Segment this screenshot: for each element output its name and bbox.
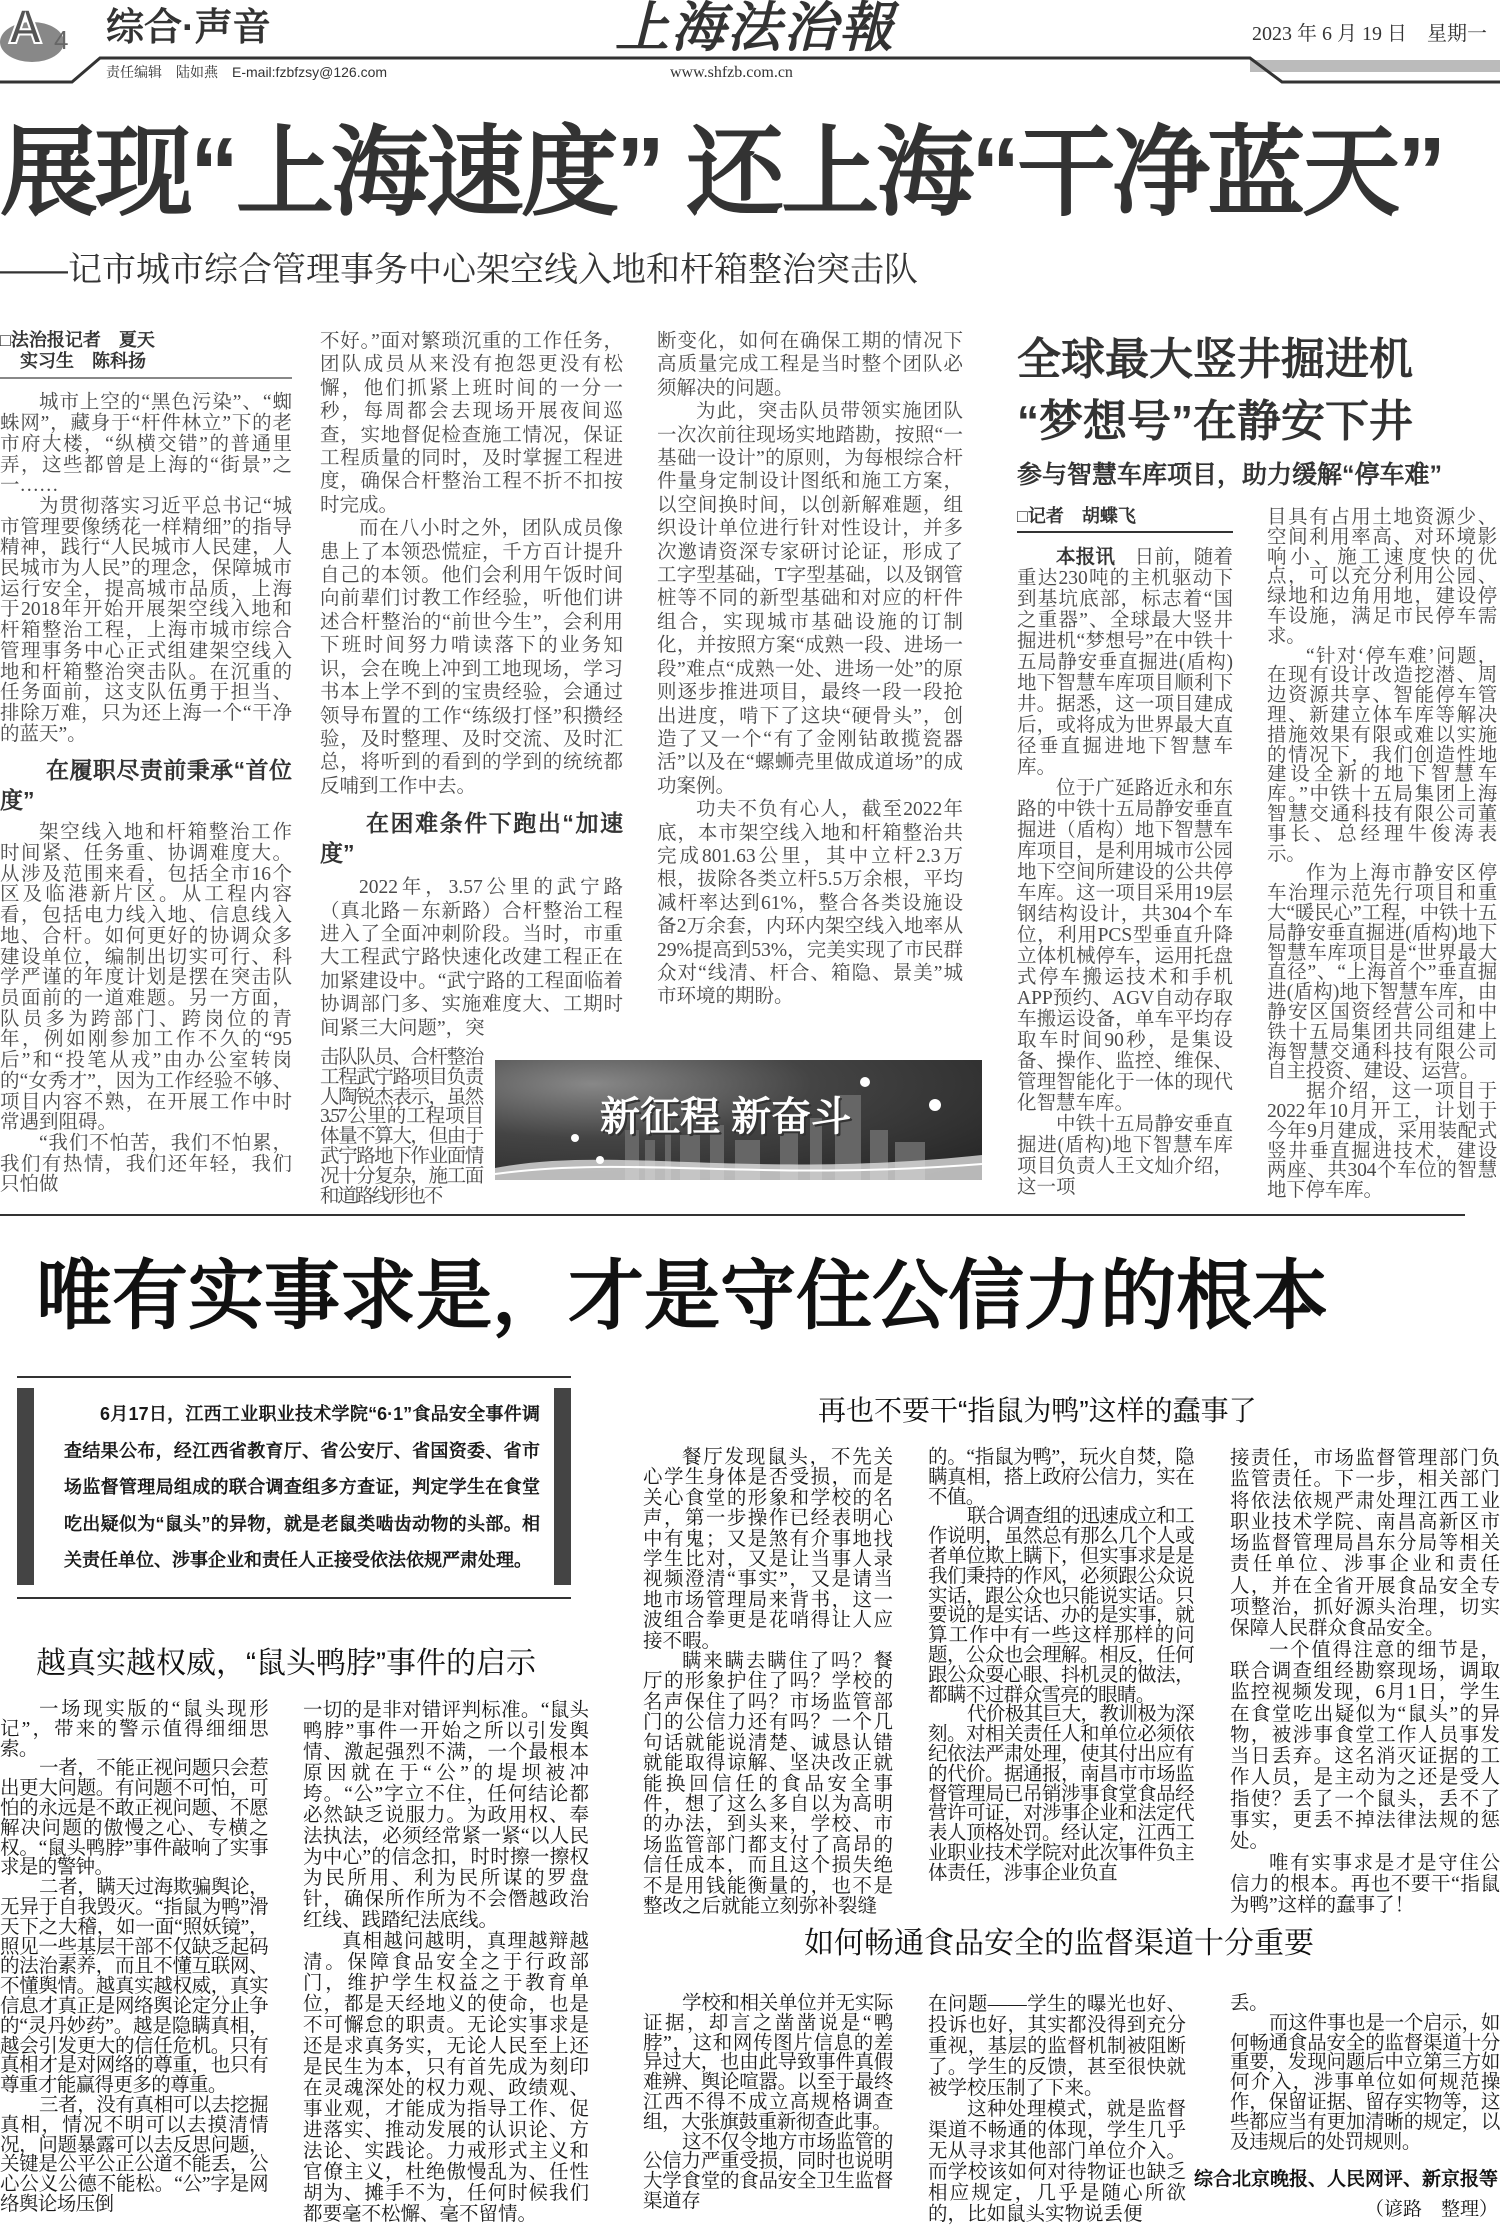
byline-rule bbox=[0, 377, 292, 379]
paragraph: 代价极其巨大，教训极为深刻。对相关责任人和单位必须依纪依法严肃处理，使其付出应有的代价。据通报，南昌市市场监督管理局已吊销涉事食堂食品经营许可证，对涉事企业和法定代表人顶格处罚。经认定，江西工业职业技术学院对此次事件负主体责任，涉事企业负直 bbox=[928, 1704, 1194, 1884]
paragraph: 的。“指鼠为鸭”，玩火自焚，隐瞒真相，搭上政府公信力，实在不值。 bbox=[928, 1447, 1194, 1508]
paragraph: “针对‘停车难’问题，在现有设计改造挖潜、周边资源共享、智能停车管理、新建立体车库等解决措施效果有限或难以实施的情况下，我们创造性地建设全新的地下智慧车库。”中铁十五局集团上海智慧交通科技有限公司董事长、总经理牛俊涛表示。 bbox=[1267, 645, 1497, 865]
paragraph: 一个值得注意的细节是，联合调查组经勘察现场，调取监控视频发现，6月1日，学生在食堂吃出疑似为“鼠头”的异物，被涉事食堂工作人员事发当日丢弃。这名消灭证据的工作人员，是主动为之还是受人指使？丢了一个鼠头，丢不了事实，更丢不掉法律法规的惩处。 bbox=[1230, 1639, 1500, 1853]
banner-slogan: 新征程 新奋斗 bbox=[600, 1095, 852, 1139]
paragraph: 而这件事也是一个启示，如何畅通食品安全的监督渠道十分重要，发现问题后中立第三方如何介入，涉事单位如何规范操作，保留证据、留存实物等，这些都应当有更加清晰的规定，以及违规后的处罚规则。 bbox=[1230, 2012, 1500, 2153]
paragraph: “我们不怕苦，我们不怕累，我们有热情，我们还年轻，我们只怕做 bbox=[0, 1132, 292, 1196]
byline-intern: 实习生 陈科扬 bbox=[20, 350, 146, 371]
right-column-1 bbox=[1017, 506, 1233, 1198]
issue-date: 2023 年 6 月 19 日 星期一 bbox=[1252, 23, 1487, 45]
paragraph: 一切的是非对错评判标准。“鼠头鸭脖”事件一开始之所以引发舆情、激起强烈不满，一个最根本原因就在于“公”的堤坝被冲垮。“公”字立不住，任何结论都必然缺乏说服力。为政用权、奉法执法，必须经常紧一紧“以人民为中心”的信念扣，时时擦一擦权为民所用、利为民所谋的罗盘针，确保所作所为不会僭越政治红线、践踏纪法底线。 bbox=[303, 1700, 589, 1931]
paragraph: 三者，没有真相可以去挖掘真相，情况不明可以去摸清情况，问题暴露可以去反思问题，关键是公平公正公道不能丢，公心公义公德不能松。“公”字是网络舆论场压倒 bbox=[0, 2094, 268, 2215]
right-column-2 bbox=[1267, 508, 1497, 1201]
paragraph: 唯有实事求是才是守住公信力的根本。再也不要干“指鼠为鸭”这样的蠢事了！ bbox=[1230, 1852, 1500, 1917]
masthead-logo: 上海法治報 bbox=[615, 0, 895, 58]
paragraph: 联合调查组的迅速成立和工作说明，虽然总有那么几个人或者单位欺上瞒下，但实事求是是我们秉持的作风，必须跟公众说实话，跟公众也只能说实话。只要说的是实话、办的是实事，就算工作中有一些这样那样的问题，公众也会理解。相反，任何跟公众耍心眼、抖机灵的做法，都瞒不过群众雪亮的眼睛。 bbox=[928, 1506, 1194, 1706]
lower-column-2 bbox=[928, 1994, 1186, 2225]
paragraph: 这种处理模式，就是监督渠道不畅通的体现，学生几乎无从寻求其他部门单位介入。而学校该如何对待物证也缺乏相应规定，几乎是随心所欲的，比如鼠头实物说丢便 bbox=[928, 2099, 1186, 2225]
paragraph: 在问题——学生的曝光也好、投诉也好，其实都没得到充分重视，基层的监督机制被阻断了。学生的反馈，甚至很快就被学校压制了下来。 bbox=[928, 1994, 1186, 2099]
paragraph: 学校和相关单位并无实际证据，却言之凿凿说是“鸭脖”，这和网传图片信息的差异过大，也由此导致事件真假难辨、舆论喧嚣。以至于最终江西不得不成立高规格调查组，大张旗鼓重新彻查此事。 bbox=[643, 1993, 893, 2133]
right-headline-line1: 全球最大竖井掘进机 bbox=[1017, 335, 1413, 384]
left-article-title: 越真实越权威，“鼠头鸭脖”事件的启示 bbox=[36, 1647, 536, 1680]
paragraph: 丢。 bbox=[1230, 1993, 1269, 2014]
website-url: www.shfzb.com.cn bbox=[670, 64, 793, 81]
main-headline: 展现“上海速度” 还上海“干净蓝天” bbox=[0, 117, 1444, 227]
top-column-2-narrow bbox=[320, 1048, 482, 1206]
paragraph: 餐厅发现鼠头，不先关心学生身体是否受损，而是关心食堂的形象和学校的名声，第一步操作已经表明心中有鬼；又是煞有介事地找学生比对，又是让当事人录视频澄清“事实”，又是请当地市场管理局来背书，这一波组合拳更是花哨得让人应接不暇。 bbox=[643, 1447, 893, 1652]
lower-column-1 bbox=[643, 1994, 893, 2212]
compiler-credit: （谚路 整理） bbox=[1364, 2199, 1498, 2220]
main-subtitle: ——记市城市综合管理事务中心架空线入地和杆箱整治突击队 bbox=[0, 251, 918, 289]
middle-article-title: 再也不要干“指鼠为鸭”这样的蠢事了 bbox=[818, 1395, 1257, 1426]
paragraph: 而在八小时之外，团队成员像患上了本领恐慌症，千方百计提升自己的本领。他们会利用午饭时间向前辈们讨教工作经验，听他们讲述合杆整治的“前世今生”，会利用下班时间努力啃读落下的业务知识，会在晚上冲到工地现场，学习书本上学不到的宝贵经验，会通过领导布置的工作“练级打怪”积攒经验，及时整理、及时交流、及时汇总，将听到的看到的学到的统统都反哺到工作中去。 bbox=[320, 518, 623, 797]
summary-text: 6月17日，江西工业职业技术学院“6·1”食品安全事件调查结果公布，经江西省教育厅、省公安厅、省国资委、省市场监督管理局组成的联合调查组多方查证，判定学生在食堂吃出疑似为“鼠头”的异物，就是老鼠类啮齿动物的头部。相关责任单位、涉事企业和责任人正接受依法依规严肃处理。 bbox=[64, 1404, 540, 1570]
paragraph: 接责任，市场监督管理部门负监管责任。下一步，相关部门将依法依规严肃处理江西工业职业技术学院、南昌高新区市场监督管理局昌东分局等相关责任单位、涉事企业和责任人，并在全省开展食品安全专项整治，抓好源头治理，切实保障人民群众食品安全。 bbox=[1230, 1448, 1500, 1640]
page-letter: A bbox=[8, 1, 43, 54]
header-rule bbox=[0, 0, 1500, 90]
paragraph: 为此，突击队员带领实施团队一次次前往现场实地踏勘，按照“一基础一设计”的原则，为每根综合杆件量身定制设计图纸和施工方案，以空间换时间，以创新解难题，组织设计单位进行针对性设计，并多次邀请资深专家研讨论证，形成了工字型基础，T字型基础，以及钢管桩等不同的新型基础和对应的杆件组合，实现城市基础设施的订制化，并按照方案“成熟一段、进场一段”难点“成熟一处、进场一处”的原则逐步推进项目，最终一段一段抢出进度，啃下了这块“硬骨头”，创造了又一个“有了金刚钻敢揽瓷器活”以及在“螺蛳壳里做成道场”的成功案例。 bbox=[657, 401, 963, 797]
paragraph: 一者，不能正视问题只会惹出更大问题。有问题不可怕，可怕的永远是不敢正视问题、不愿解决问题的傲慢之心、专横之权。“鼠头鸭脖”事件敲响了实事求是的警钟。 bbox=[0, 1758, 268, 1879]
summary-box bbox=[17, 1388, 571, 1585]
new-journey-banner-image bbox=[495, 1060, 982, 1180]
section-title: 综合·声音 bbox=[106, 7, 271, 49]
byline-reporter: □法治报记者 夏天 bbox=[0, 330, 155, 350]
right-subtitle: 参与智慧车库项目，助力缓解“停车难” bbox=[1017, 461, 1443, 489]
section-divider bbox=[0, 1214, 1465, 1216]
paragraph: 作为上海市静安区停车治理示范先行项目和重大“暖民心”工程，中铁十五局静安垂直掘进(盾构)地下智慧车库项目是“世界最大直径”、“上海首个”垂直掘进(盾构)地下智慧车库，由静安区国资经营公司和中铁十五局集团共同组建上海智慧交通科技有限公司自主投资、建设、运营。 bbox=[1267, 863, 1497, 1083]
paragraph: 击队队员、合杆整治工程武宁路项目负责人陶锐杰表示，虽然3.57公里的工程项目体量不算大，但由于武宁路地下作业面情况十分复杂，施工面和道路线形也不 bbox=[320, 1047, 482, 1207]
paragraph: 不好。”面对繁琐沉重的工作任务，团队成员从来没有抱怨更没有松懈，他们抓紧上班时间的一分一秒，每周都会去现场开展夜间巡查，实地督促检查施工情况，保证工程质量的同时，及时掌握工程进度，确保合杆整治工程不折不扣按时完成。 bbox=[320, 331, 623, 516]
right-headline-line2: “梦想号”在静安下井 bbox=[1017, 397, 1413, 446]
paragraph: 为贯彻落实习近平总书记“城市管理要像绣花一样精细”的指导精神，践行“人民城市人民建，人民城市为人民”的理念，保障城市运行安全，提高城市品质，上海于2018年开始开展架空线入地和杆箱整治工程，上海市城市综合管理事务中心正式组建架空线入地和杆箱整治突击队。在沉重的任务面前，这支队伍勇于担当、排除万难，只为还上海一个“干净的蓝天”。 bbox=[0, 495, 292, 745]
top-column-1 bbox=[0, 330, 292, 1196]
lower-column-3 bbox=[1230, 1994, 1500, 2152]
box-bottom-rule bbox=[17, 1597, 571, 1599]
left-column-b bbox=[303, 1700, 589, 2225]
paragraph: 位于广延路近永和东路的中铁十五局静安垂直掘进（盾构）地下智慧车库项目，是利用城市公园地下空间所建设的公共停车库。这一项目采用19层钢结构设计，共304个车位，利用PCS型垂直升降立体机械停车，运用托盘式停车搬运技术和手机APP预约、AGV自动存取车搬运设备，单车平均存取车时间90秒，是集设备、操作、监控、维保、管理智能化于一体的现代化智慧车库。 bbox=[1017, 778, 1233, 1114]
paragraph: 2022年，3.57公里的武宁路（真北路－东新路）合杆整治工程进入了全面冲刺阶段。当时，市重大工程武宁路快速化改建工程正在加紧建设中。“武宁路的工程面临着协调部门多、实施难度大、工期时间紧三大问题”，突 bbox=[320, 877, 623, 1039]
lead-label: 本报讯 bbox=[1056, 546, 1116, 568]
paragraph-text: 日前，随着重达230吨的主机驱动下到基坑底部，标志着“国之重器”、全球最大竖井掘进机“梦想号”在中铁十五局静安垂直掘进(盾构)地下智慧车库项目顺利下井。据悉，这一项目建成后，或将成为世界最大直径垂直掘进地下智慧车库。 bbox=[1017, 547, 1233, 778]
subhead: 在困难条件下跑出“加速度” bbox=[320, 810, 623, 867]
paragraph: 据介绍，这一项目于2022年10月开工，计划于今年9月建成，采用装配式竖井垂直掘进技术，建设两座、共304个车位的智慧地下停车库。 bbox=[1267, 1081, 1497, 1202]
lower-article-title: 如何畅通食品安全的监督渠道十分重要 bbox=[804, 1927, 1314, 1960]
subhead: 在履职尽责前秉承“首位度” bbox=[0, 757, 292, 814]
right-byline: □记者 胡蝶飞 bbox=[1017, 506, 1136, 526]
paragraph: 中铁十五局静安垂直掘进(盾构)地下智慧车库项目负责人王文灿介绍，这一项 bbox=[1017, 1114, 1233, 1198]
paragraph: 二者，瞒天过海欺骗舆论，无异于自我毁灭。“指鼠为鸭”滑天下之大稽，如一面“照妖镜”，照见一些基层干部不仅缺乏起码的法治素养，而且不懂互联网、不懂舆情。越真实越权威，真实信息才真正是网络舆论定分止争的“灵丹妙药”。越是隐瞒真相，越会引发更大的信任危机。只有真相才是对网络的尊重，也只有尊重才能赢得更多的尊重。 bbox=[0, 1877, 268, 2097]
paragraph: 真相越问越明，真理越辩越清。保障食品安全之于行政部门，维护学生权益之于教育单位，都是天经地义的使命，也是不可懈怠的职责。无论实事求是还是求真务实，无论人民至上还是民生为本，只有首先成为刻印在灵魂深处的权力观、政绩观、事业观，才能成为指导工作、促进落实、推动发展的认识论、方法论、实践论。力戒形式主义和官僚主义，杜绝傲慢乱为、任性胡为、摊手不为，任何时候我们都要毫不松懈、毫不留情。 bbox=[303, 1931, 589, 2225]
paragraph: 功夫不负有心人，截至2022年底，本市架空线入地和杆箱整治共完成801.63公里，其中立杆2.3万根，拔除各类立杆5.5万余根，平均减杆率达到61%，整合各类设施设备2万余套，内环内架空线入地率从29%提高到53%，完美实现了市民群众对“线清、杆合、箱隐、景美”城市环境的期盼。 bbox=[657, 799, 963, 1008]
paragraph: 这不仅令地方市场监管的公信力严重受损，同时也说明大学食堂的食品安全卫生监督渠道存 bbox=[643, 2131, 893, 2212]
bottom-headline: 唯有实事求是，才是守住公信力的根本 bbox=[36, 1254, 1328, 1339]
editor-line: 责任编辑 陆如燕 E-mail:fzbfzsy@126.com bbox=[106, 64, 388, 80]
middle-column-2 bbox=[928, 1448, 1194, 1884]
box-top-rule bbox=[17, 1376, 571, 1378]
page-number: 4 bbox=[54, 25, 69, 55]
source-credit: 综合北京晚报、人民网评、新京报等 bbox=[1190, 2168, 1498, 2192]
paragraph: 断变化，如何在确保工期的情况下高质量完成工程是当时整个团队必须解决的问题。 bbox=[657, 331, 963, 399]
left-column-a bbox=[0, 1700, 268, 2215]
paragraph: 一场现实版的“鼠头现形记”，带来的警示值得细细思索。 bbox=[0, 1699, 268, 1760]
paragraph: 目具有占用土地资源少、空间利用率高、对环境影响小、施工速度快的优点，可以充分利用公园、绿地和边角用地，建设停车设施，满足市民停车需求。 bbox=[1267, 507, 1497, 647]
middle-column-1 bbox=[643, 1448, 893, 1917]
paragraph: 城市上空的“黑色污染”、“蜘蛛网”，藏身于“杆件林立”下的老市府大楼，“纵横交错”的普通里弄，这些都曾是上海的“街景”之一…… bbox=[0, 392, 292, 497]
paragraph: 架空线入地和杆箱整治工作时间紧、任务重、协调难度大。从涉及范围来看，包括全市16个区及临港新片区。从工程内容看，包括电力线入地、信息线入地、合杆。如何更好的协调众多建设单位，编制出切实可行、科学严谨的年度计划是摆在突击队员面前的一道难题。另一方面，队员多为跨部门、跨岗位的青年，例如刚参加工作不久的“95后”和“投笔从戎”由办公室转岗的“女秀才”，因为工作经验不够、项目内容不熟，在开展工作中时常遇到阻碍。 bbox=[0, 822, 292, 1134]
top-column-3 bbox=[657, 330, 963, 1009]
middle-column-3 bbox=[1230, 1448, 1500, 1917]
paragraph: 瞒来瞒去瞒住了吗？餐厅的形象护住了吗？学校的名声保住了吗？市场监管部门的公信力还有吗？一个几句话就能说清楚、诚恳认错就能取得谅解、坚决改正就能换回信任的食品安全事件，想了这么多自以为高明的办法，到头来，学校、市场监管部门都支付了高昂的信任成本，而且这个损失绝不是用钱能衡量的，也不是整改之后就能立刻弥补裂缝 bbox=[643, 1651, 893, 1917]
byline-rule bbox=[1017, 531, 1233, 533]
paragraph bbox=[1017, 547, 1233, 778]
top-column-2 bbox=[320, 330, 623, 1040]
